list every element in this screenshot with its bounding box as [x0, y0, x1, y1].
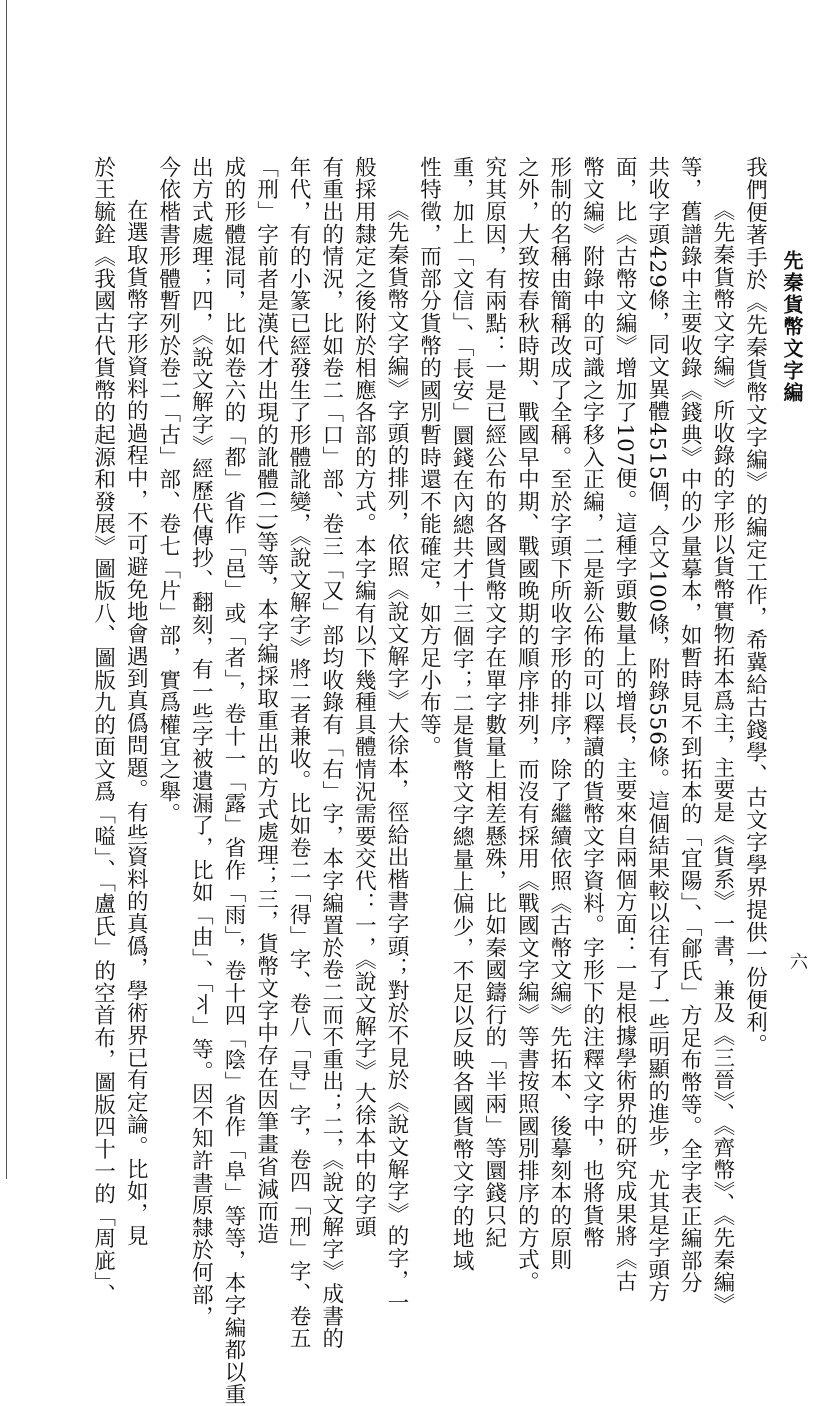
page-number: 六 [787, 952, 808, 970]
text-column: 性特徵，而部分貨幣的國別暫時還不能確定，如方足小布等。 [416, 156, 442, 759]
text-column: 《先秦貨幣文字編》字頭的排列，依照《說文解字》大徐本，徑給出楷書字頭；對於不見於《說文解字》的字，一 [383, 199, 409, 1314]
text-column: 形制的名稱由簡稱改成了全稱。至於字頭下所收字形的排序，除了繼續依照《古幣文編》先拓本、後摹刻本的原則 [546, 156, 572, 1271]
text-column: 今依楷書形體暫列於卷二「古」部、卷七「片」部，實爲權宜之舉。 [155, 156, 181, 825]
running-head: 先秦貨幣文字編 [780, 250, 804, 404]
text-column: 成的形體混同，比如卷六的「都」省作「邑」或「者」，卷十一「露」省作「雨」，卷十四「陰」省作「阜」等等，本字編都以重 [220, 156, 246, 1406]
text-column: 般採用隸定之後附於相應各部的方式。本字編有以下幾種具體情況需要交代：一，《說文解字》大徐本中的字頭 [351, 156, 377, 1238]
text-column: 《先秦貨幣文字編》所收錄的字形以貨幣實物拓本爲主，主要是《貨系》一書，兼及《三晉》、《齊幣》、《先秦編》 [709, 199, 735, 1316]
text-column: 年代，有的小篆已經發生了形體訛變，《說文解字》將二者兼收。比如卷二「得」字、卷八「㝵」字，卷四「刑」字、卷五 [286, 156, 312, 1350]
text-column: 之外，大致按春秋時期、戰國早中期、戰國晚期的順序排列，而沒有採用《戰國文字編》等書按照國別排序的方式。 [514, 156, 540, 1294]
text-column: 我們便著手於《先秦貨幣文字編》的編定工作，希冀給古錢學、古文字學界提供一份便利。 [742, 156, 768, 1056]
text-column: 究其原因，有兩點：一是已經公布的各國貨幣文字在單字數量上相差懸殊，比如秦國鑄行的「半兩」等圜錢只紀 [481, 156, 507, 1249]
text-column: 重，加上「文信」、「長安」圜錢在內總共才十三個字；二是貨幣文字總量上偏少，不足以反映各國貨幣文字的地域 [449, 156, 475, 1272]
text-column: 在選取貨幣字形資料的過程中，不可避免地會遇到真僞問題。有些資料的真僞，學術界已有定論。比如，見 [123, 199, 149, 1248]
text-column: 共收字頭429條，同文異體4515個，合文100條，附錄556條。這個結果較以往有了一些明顯的進步，尤其是字頭方 [644, 156, 670, 1304]
text-column: 有重出的情況，比如卷二「口」部、卷三「又」部均收錄有「右」字，本字編置於卷二而不重出；二，《說文解字》成書的 [318, 156, 344, 1350]
text-column: 面，比《古幣文編》增加了107便。這種字頭數量上的增長，主要來自兩個方面：一是根據學術界的研究成果將《古 [612, 156, 638, 1293]
page-body [86, 156, 768, 1406]
text-column: 等，舊譜錄中主要收錄《錢典》中的少量摹本，如暫時見不到拓本的「宜陽」、「鄃氏」方足布幣等。全字表正編部分 [677, 156, 703, 1295]
text-column: 於王毓銓《我國古代貨幣的起源和發展》圖版八、圖版九的面文爲「嗌」、「盧氏」的空首布，圖版四十一的「周庛」、 [90, 156, 116, 1306]
text-column: 幣文編》附錄中的可識之字移入正編，二是新公佈的可以釋讀的貨幣文字資料。字形下的注釋文字中，也將貨幣 [579, 156, 605, 1249]
text-column: 出方式處理；四，《說文解字》經歷代傳抄、翻刻，有一些字被遺漏了，比如「由」、「丬」等。因不知許書原隸於何部， [188, 156, 214, 1328]
page-edge-line [6, 0, 7, 1179]
vertical-text-block [86, 156, 770, 1406]
text-column: 「刑」字前者是漢代才出現的訛體(二)等等，本字編採取重出的方式處理；三，貨幣文字中存在因筆畫省減而造 [253, 156, 279, 1245]
